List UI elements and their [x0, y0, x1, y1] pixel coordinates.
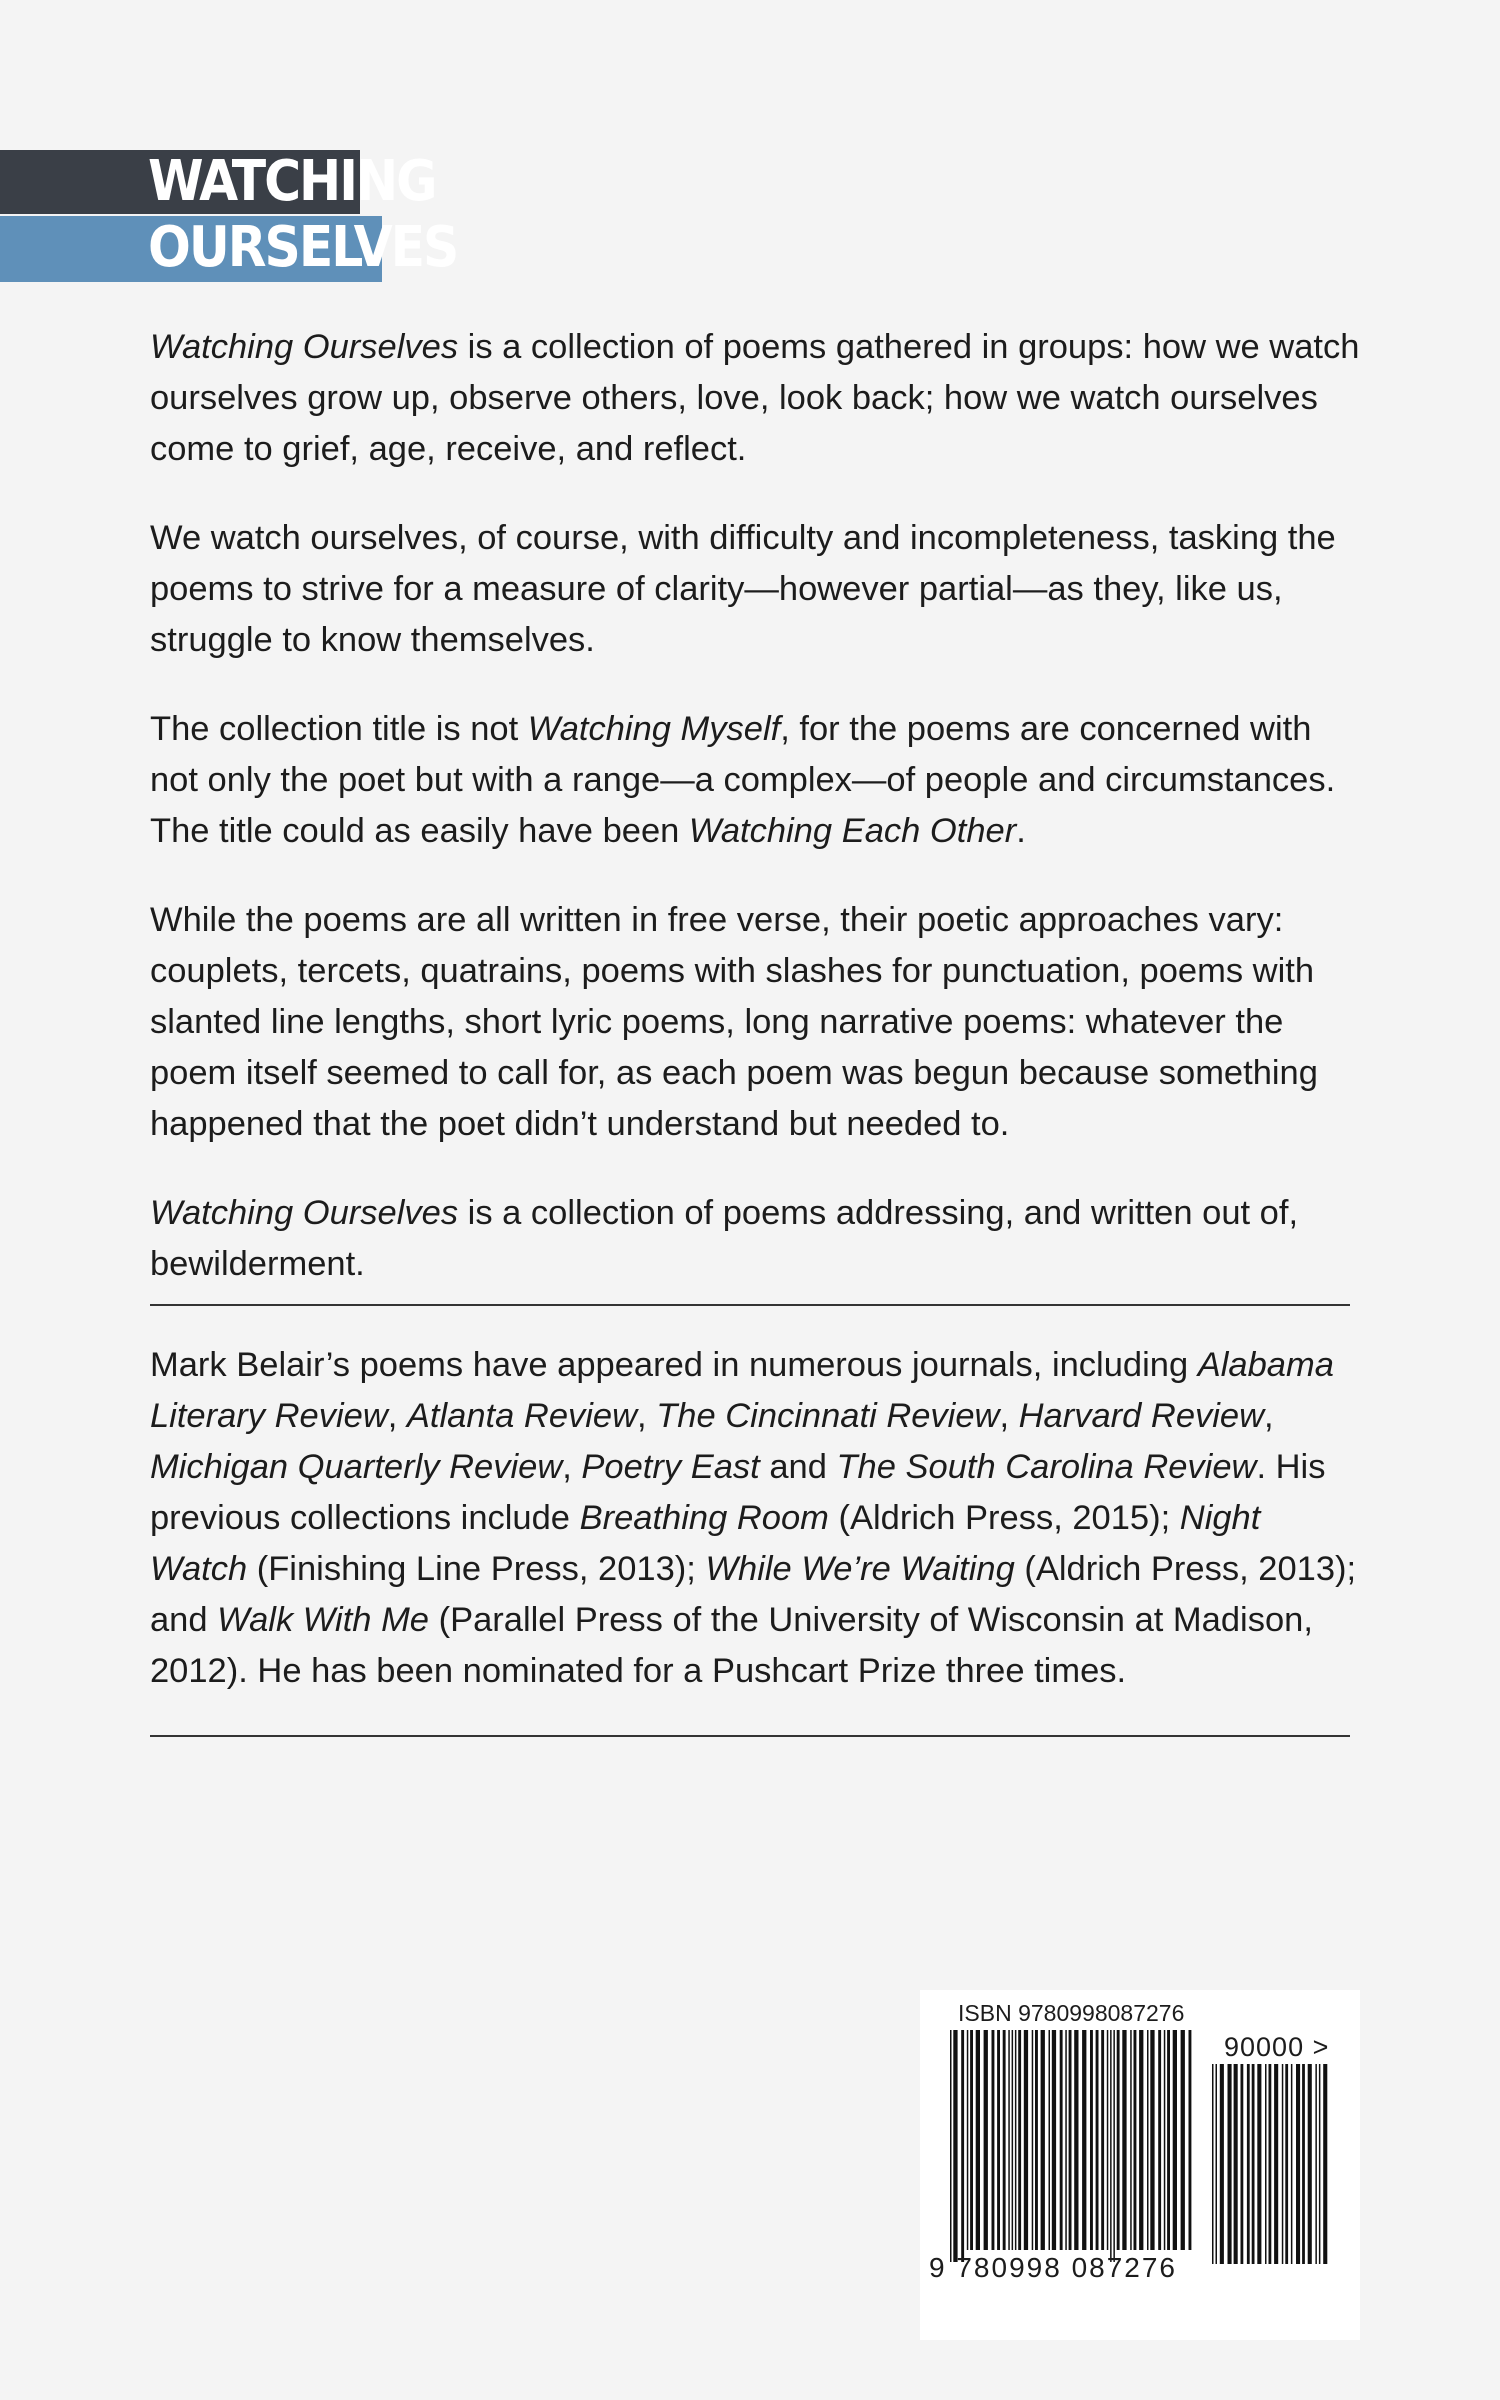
barcode-bar [1130, 2030, 1132, 2250]
text-run: , [637, 1397, 657, 1435]
barcode-bar [1003, 2030, 1006, 2250]
barcode-bar [1167, 2030, 1170, 2250]
italic-title: The Cincinnati Review [656, 1397, 1000, 1435]
description-paragraph [150, 895, 1360, 1150]
barcode-bar [1274, 2064, 1278, 2264]
barcode-bar [1319, 2064, 1321, 2264]
barcode-bar [1147, 2030, 1149, 2250]
barcode-bar [1122, 2030, 1126, 2250]
italic-title: The South Carolina Review [836, 1448, 1257, 1486]
barcode-bar [1113, 2030, 1115, 2262]
barcode-bar [997, 2030, 1000, 2250]
barcode-bar [1134, 2030, 1137, 2250]
barcode-bar [1150, 2030, 1154, 2250]
text-run: (Aldrich Press, 2015); [828, 1499, 1180, 1537]
italic-title: Watching Ourselves [150, 328, 459, 366]
italic-title: Poetry East [581, 1448, 760, 1486]
barcode-bar [1032, 2030, 1034, 2250]
barcode-bar [1096, 2030, 1099, 2250]
barcode-bar [953, 2030, 957, 2262]
italic-title: Harvard Review [1018, 1397, 1265, 1435]
barcode-bar [1012, 2030, 1014, 2250]
text-run: The collection title is not [150, 710, 528, 748]
barcode-bar [992, 2030, 995, 2250]
barcode-bar [1065, 2030, 1067, 2250]
barcode-bar [1117, 2030, 1120, 2250]
text-run: (Aldrich Press, 2013); and [150, 1550, 1357, 1639]
italic-title: Alabama Literary Review [150, 1346, 1334, 1435]
description [150, 322, 1360, 1290]
barcode-bar [1090, 2030, 1093, 2250]
barcode-bar [1189, 2030, 1192, 2250]
italic-title: Watching Myself [527, 710, 781, 748]
title-bar-blue [0, 215, 458, 282]
isbn-barcode [920, 1990, 1360, 2340]
barcode-bar [984, 2030, 988, 2250]
barcode-bar [1282, 2064, 1284, 2264]
text-run: is a collection of poems gathered in groups: how we watch ourselves grow up, observe others, love, look back; how we watch ourselves come to grief, age, receive, and reflect. [150, 328, 1360, 468]
italic-title: Michigan Quarterly Review [150, 1448, 563, 1486]
barcode-bar [1181, 2030, 1185, 2250]
text-run: (Finishing Line Press, 2013); [247, 1550, 706, 1588]
barcode-bar [1008, 2030, 1010, 2250]
book-title [0, 149, 458, 282]
italic-title: Atlanta Review [406, 1397, 638, 1435]
text-run: , for the poems are concerned with not only the poet but with a range—a complex—of people and circumstances. The title could as easily have been [150, 710, 1336, 850]
italic-title: Night Watch [150, 1499, 1261, 1588]
text-run: While the poems are all written in free verse, their poetic approaches vary: couplets, tercets, quatrains, poems with slashes for punctuation, poems with slanted line lengths, short lyric poems, long narrative poems: whatever the poem itself seemed to call for, as each poem was begun because something happened that the poet didn’t understand but needed to. [150, 901, 1318, 1143]
barcode-bar [1265, 2064, 1267, 2264]
isbn-digits: 9 780998 087276 [929, 2252, 1177, 2283]
barcode-bar [976, 2030, 980, 2250]
barcode-bar [1323, 2064, 1327, 2264]
italic-title: Watching Each Other [688, 812, 1017, 850]
barcode-bar [1052, 2030, 1056, 2250]
barcode-bar [1049, 2030, 1051, 2250]
barcode-bar [1164, 2030, 1166, 2250]
text-run: , [562, 1448, 582, 1486]
barcode-bar [950, 2030, 952, 2262]
text-run: (Parallel Press of the University of Wisconsin at Madison, 2012). He has been nominated for a Pushcart Prize three times. [150, 1601, 1313, 1690]
barcode-bar [1107, 2030, 1109, 2250]
barcode-bar [1110, 2030, 1112, 2262]
text-run: We watch ourselves, of course, with difficulty and incompleteness, tasking the poems to strive for a measure of clarity—however partial—as they, like us, struggle to know themselves. [150, 519, 1336, 659]
description-paragraph [150, 322, 1360, 475]
barcode-bar [1082, 2030, 1086, 2250]
barcode-bar [1041, 2030, 1045, 2250]
barcode-bar [961, 2030, 964, 2262]
barcode-bar [1074, 2030, 1078, 2250]
barcode-bar [970, 2030, 973, 2250]
text-run: is a collection of poems addressing, and written out of, bewilderment. [150, 1194, 1299, 1283]
barcode-bar [1269, 2064, 1272, 2264]
italic-title: While We’re Waiting [705, 1550, 1015, 1588]
barcode-bar [1024, 2030, 1028, 2250]
barcode-bar [1069, 2030, 1072, 2250]
barcode-bar [1247, 2064, 1250, 2264]
barcode-bar [1308, 2064, 1312, 2264]
text-run: Mark Belair’s poems have appeared in numerous journals, including [150, 1346, 1198, 1384]
barcode-bar [1216, 2064, 1218, 2264]
text-run: , [999, 1397, 1019, 1435]
divider-top [150, 1304, 1350, 1306]
barcode-bar [1060, 2030, 1063, 2250]
italic-title: Walk With Me [217, 1601, 429, 1639]
description-paragraph [150, 1188, 1360, 1290]
title-line-1: WATCHING [148, 149, 436, 214]
back-cover-text [150, 322, 1360, 1737]
barcode-bar [1212, 2064, 1214, 2264]
isbn-label: ISBN 9780998087276 [958, 2000, 1185, 2026]
italic-title: Breathing Room [579, 1499, 829, 1537]
barcode-bar [1234, 2064, 1238, 2264]
barcode-bar [1015, 2030, 1017, 2250]
barcode-bar [1035, 2030, 1038, 2250]
title-bar-dark [0, 149, 436, 214]
text-run: , [387, 1397, 407, 1435]
barcode-bar [1291, 2064, 1293, 2264]
barcode-bar [1228, 2064, 1232, 2264]
price-code: 90000 > [1224, 2032, 1330, 2062]
barcode-bar [1173, 2030, 1177, 2250]
barcode-bar [1220, 2064, 1224, 2264]
barcode-bar [1296, 2064, 1300, 2264]
text-run: . His previous collections include [150, 1448, 1326, 1537]
author-bio [150, 1340, 1360, 1697]
barcode-bar [1257, 2064, 1261, 2264]
barcode-bar [1302, 2064, 1305, 2264]
text-run: . [1016, 812, 1026, 850]
barcode-bar [1285, 2064, 1288, 2264]
italic-title: Watching Ourselves [150, 1194, 459, 1232]
description-paragraph [150, 704, 1360, 857]
barcode-bar [1101, 2030, 1104, 2250]
barcode-bar [1158, 2030, 1161, 2250]
barcode-bar [1018, 2030, 1021, 2250]
barcode-bar [1252, 2064, 1255, 2264]
description-paragraph [150, 513, 1360, 666]
divider-bottom [150, 1735, 1350, 1737]
title-line-2: OURSELVES [148, 215, 458, 280]
barcode-bar [1241, 2064, 1244, 2264]
text-run: and [759, 1448, 837, 1486]
barcode-bar [1139, 2030, 1143, 2250]
barcode-bar [967, 2030, 969, 2250]
text-run: , [1264, 1397, 1274, 1435]
barcode-bar [1315, 2064, 1317, 2264]
